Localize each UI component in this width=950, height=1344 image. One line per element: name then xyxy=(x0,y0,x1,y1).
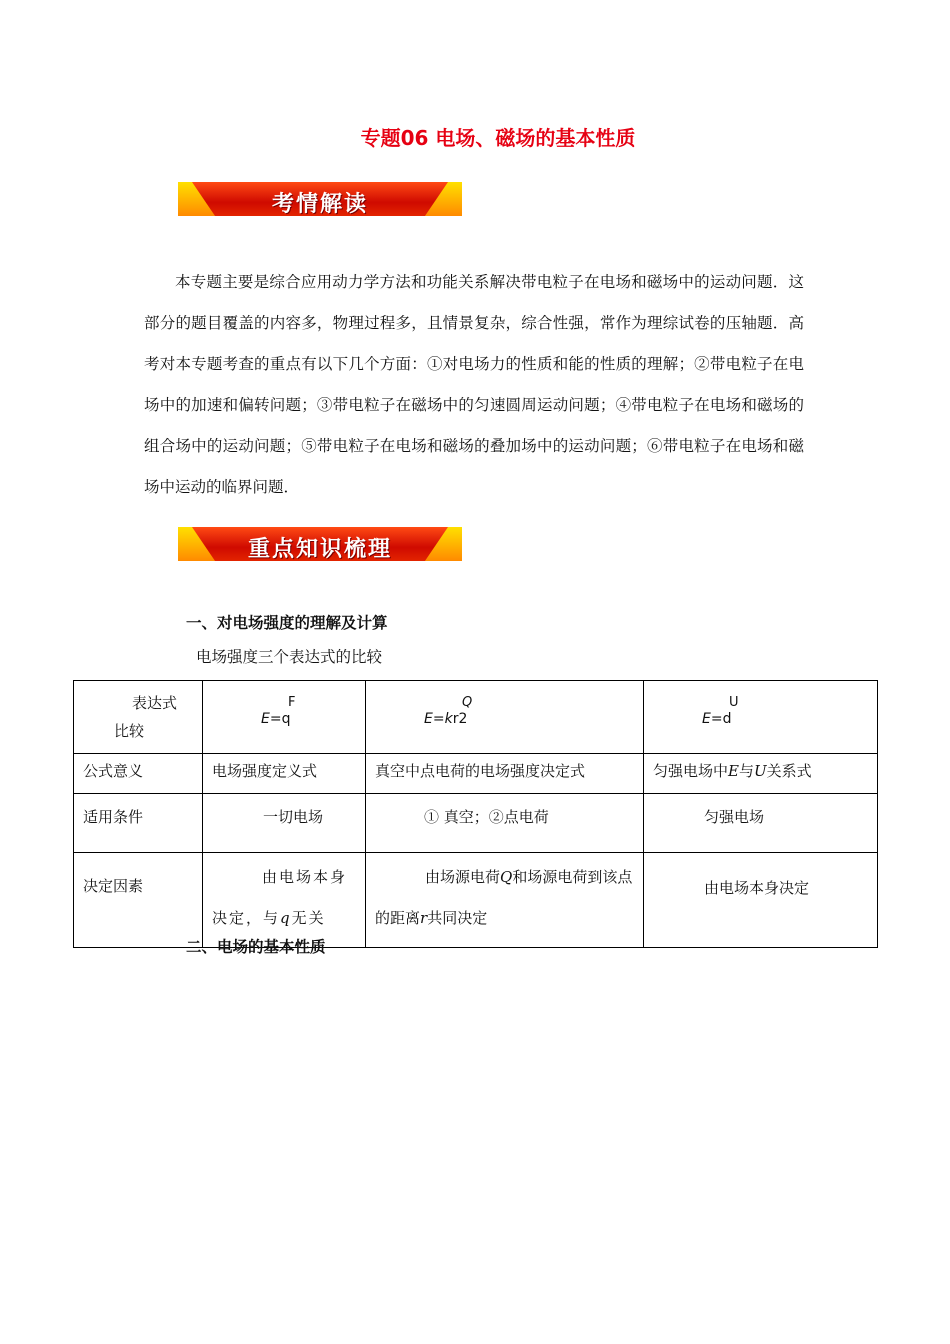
formula-denominator: r2 xyxy=(452,711,468,727)
formula-numerator: U xyxy=(729,695,739,710)
header-line-compare: 比较 xyxy=(114,722,145,740)
section-banner-exam-analysis xyxy=(178,182,462,216)
table-row xyxy=(74,754,878,794)
formula-denominator: d xyxy=(722,711,732,727)
cell-factors-point-charge: 由场源电荷Q和场源电荷到该点的距离r共同决定 xyxy=(366,853,644,948)
intro-paragraph: 本专题主要是综合应用动力学方法和功能关系解决带电粒子在电场和磁场中的运动问题．这部分的题目覆盖的内容多，物理过程多，且情景复杂，综合性强，常作为理综试卷的压轴题．高考对本专题考查的重点有以下几个方面：①对电场力的性质和能的性质的理解；②带电粒子在电场中的加速和偏转问题；③带电粒子在磁场中的匀速圆周运动问题；④带电粒子在电场和磁场的组合场中的运动问题；⑤带电粒子在电场和磁场的叠加场中的运动问题；⑥带电粒子在电场和磁场中运动的临界问题． xyxy=(144,273,804,496)
header-line-expression: 表达式 xyxy=(132,694,178,712)
formula-constant-k: k xyxy=(444,711,453,727)
row-label-factors: 决定因素 xyxy=(74,853,203,948)
cell-factors-definition: 由电场本身决定，与q无关 xyxy=(203,853,366,948)
cell-meaning-uniform: 匀强电场中E与U关系式 xyxy=(644,754,878,794)
formula-symbol-e: E xyxy=(261,711,270,727)
formula-numerator: Q xyxy=(462,695,473,710)
cell-meaning-definition: 电场强度定义式 xyxy=(203,754,366,794)
table-caption: 电场强度三个表达式的比较 xyxy=(196,648,383,666)
banner-label: 重点知识梳理 xyxy=(247,537,392,561)
table-row xyxy=(74,853,878,948)
formula-symbol-e: E xyxy=(702,711,711,727)
formula-numerator: F xyxy=(288,695,296,710)
section-heading-field-strength: 一、对电场强度的理解及计算 xyxy=(186,614,388,632)
formula-cell-point-charge xyxy=(366,681,644,754)
formula-denominator: q xyxy=(281,711,291,727)
cell-meaning-point-charge: 真空中点电荷的电场强度决定式 xyxy=(366,754,644,794)
cell-factors-uniform: 由电场本身决定 xyxy=(644,853,878,948)
row-label-conditions: 适用条件 xyxy=(74,794,203,853)
table-row xyxy=(74,681,878,754)
section-banner-key-knowledge xyxy=(178,527,462,561)
cell-conditions-uniform: 匀强电场 xyxy=(644,794,878,853)
formula-cell-definition xyxy=(203,681,366,754)
formula-symbol-e: E xyxy=(424,711,433,727)
formula-equals: = xyxy=(710,711,723,727)
banner-label: 考情解读 xyxy=(271,192,368,216)
formula-equals: = xyxy=(432,711,445,727)
table-row xyxy=(74,794,878,853)
cell-conditions-point-charge: ① 真空；②点电荷 xyxy=(366,794,644,853)
page-title: 专题06 电场、磁场的基本性质 xyxy=(360,126,636,150)
row-label-meaning: 公式意义 xyxy=(74,754,203,794)
formula-cell-uniform-field xyxy=(644,681,878,754)
cell-conditions-definition: 一切电场 xyxy=(203,794,366,853)
comparison-table xyxy=(73,680,878,948)
section-heading-basic-properties: 二、电场的基本性质 xyxy=(186,938,326,956)
formula-equals: = xyxy=(269,711,282,727)
header-cell xyxy=(74,681,203,754)
